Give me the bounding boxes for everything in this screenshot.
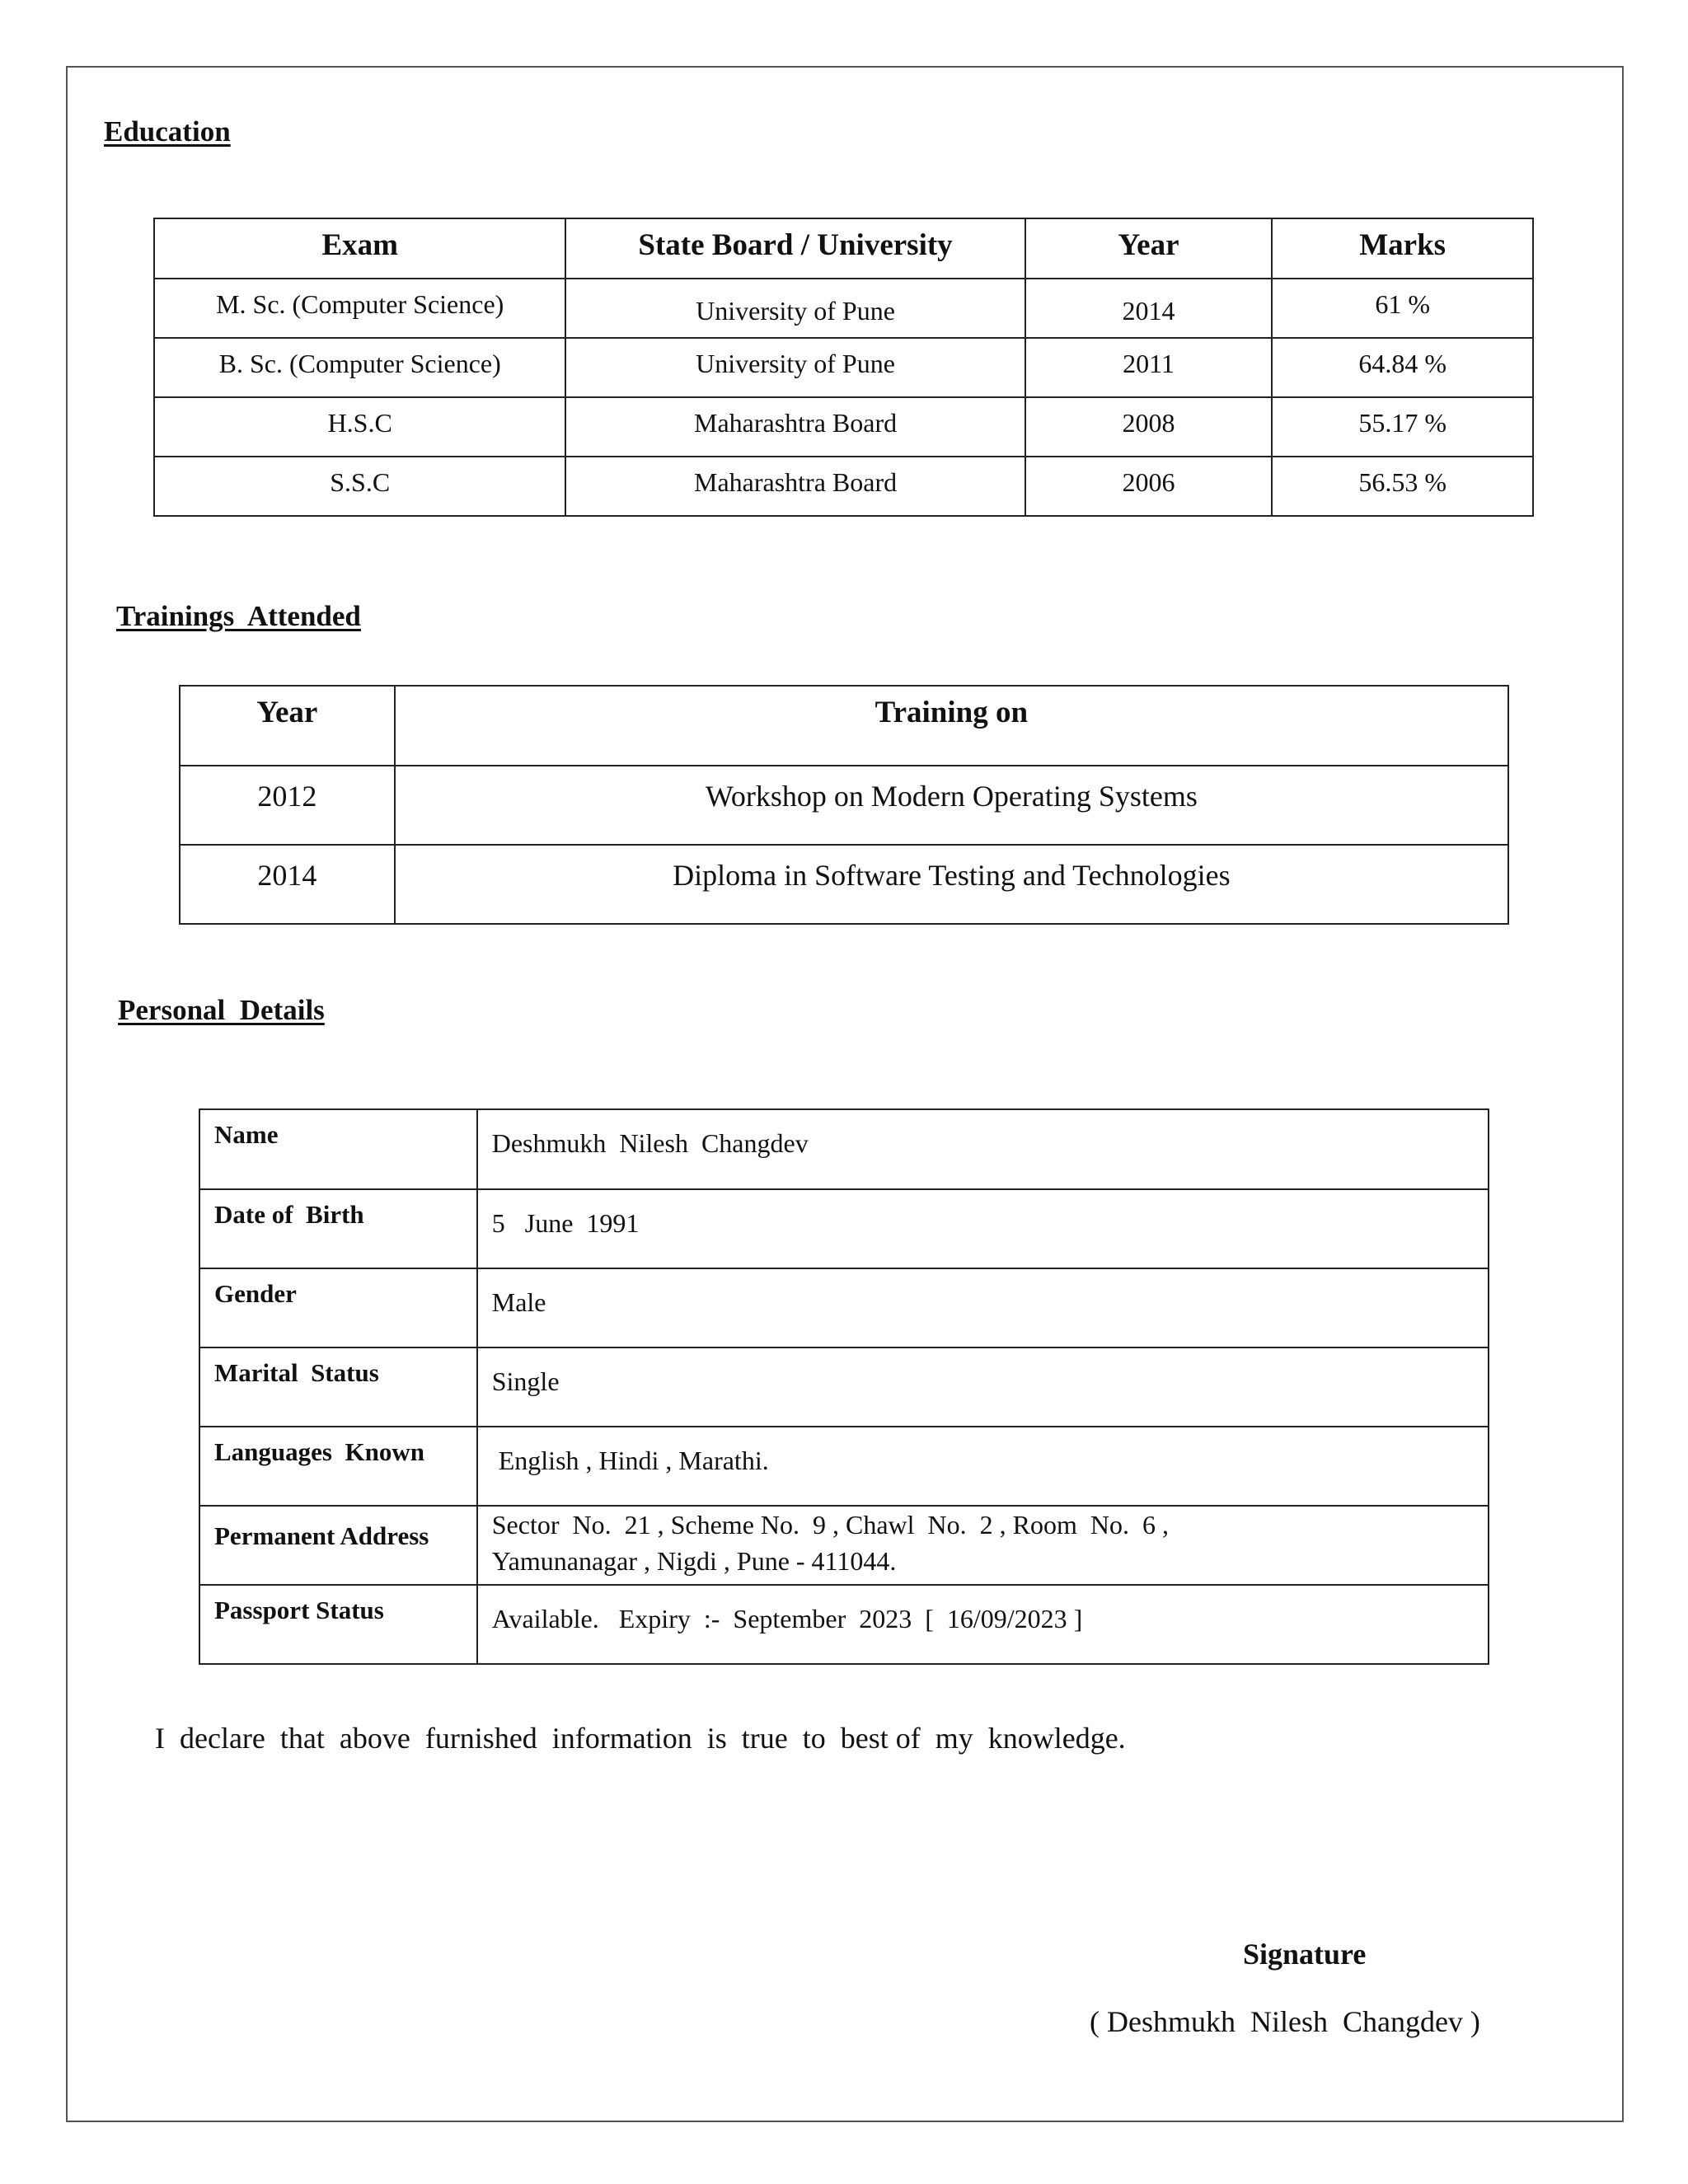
exam-cell: B. Sc. (Computer Science)	[154, 338, 565, 397]
passport-value: Available. Expiry :- September 2023 [ 16/09/2023 ]	[477, 1585, 1489, 1664]
trainings-heading: Trainings Attended	[116, 600, 361, 632]
marital-status-value: Single	[477, 1347, 1489, 1427]
marks-cell: 64.84 %	[1272, 338, 1533, 397]
table-row	[154, 397, 1533, 457]
trainings-header-row	[180, 686, 1508, 766]
address-line-2: Yamunanagar , Nigdi , Pune - 411044.	[491, 1546, 897, 1576]
table-row	[199, 1427, 1489, 1506]
table-row	[180, 766, 1508, 845]
training-name-cell: Workshop on Modern Operating Systems	[395, 766, 1508, 845]
table-row	[199, 1347, 1489, 1427]
education-table	[153, 218, 1534, 517]
marks-cell: 55.17 %	[1272, 397, 1533, 457]
table-row	[199, 1268, 1489, 1347]
address-value	[477, 1506, 1489, 1585]
marks-cell: 61 %	[1272, 279, 1533, 338]
col-header-training: Training on	[395, 686, 1508, 766]
year-cell: 2014	[1025, 279, 1273, 338]
name-value: Deshmukh Nilesh Changdev	[477, 1109, 1489, 1189]
name-label: Name	[199, 1109, 477, 1189]
marks-cell: 56.53 %	[1272, 457, 1533, 516]
gender-value: Male	[477, 1268, 1489, 1347]
gender-label: Gender	[199, 1268, 477, 1347]
passport-label: Passport Status	[199, 1585, 477, 1664]
trainings-table	[179, 685, 1509, 925]
col-header-board: State Board / University	[565, 218, 1025, 279]
board-cell: University of Pune	[565, 338, 1025, 397]
col-header-exam: Exam	[154, 218, 565, 279]
col-header-year: Year	[1025, 218, 1273, 279]
table-row	[199, 1585, 1489, 1664]
exam-cell: H.S.C	[154, 397, 565, 457]
board-cell: Maharashtra Board	[565, 397, 1025, 457]
personal-heading: Personal Details	[118, 994, 325, 1026]
year-cell: 2006	[1025, 457, 1273, 516]
training-year-cell: 2012	[180, 766, 395, 845]
table-row	[199, 1189, 1489, 1268]
year-cell: 2008	[1025, 397, 1273, 457]
languages-value: English , Hindi , Marathi.	[477, 1427, 1489, 1506]
board-cell: University of Pune	[565, 279, 1025, 338]
table-row	[154, 279, 1533, 338]
declaration-text: I declare that above furnished information is true to best of my knowledge.	[155, 1722, 1126, 1755]
dob-value: 5 June 1991	[477, 1189, 1489, 1268]
training-name-cell: Diploma in Software Testing and Technologies	[395, 845, 1508, 924]
languages-label: Languages Known	[199, 1427, 477, 1506]
table-row	[199, 1506, 1489, 1585]
education-header-row	[154, 218, 1533, 279]
board-cell: Maharashtra Board	[565, 457, 1025, 516]
col-header-marks: Marks	[1272, 218, 1533, 279]
address-label: Permanent Address	[199, 1506, 477, 1585]
table-row	[180, 845, 1508, 924]
signature-name: ( Deshmukh Nilesh Changdev )	[1090, 2005, 1480, 2038]
exam-cell: S.S.C	[154, 457, 565, 516]
education-heading: Education	[104, 115, 231, 148]
table-row	[154, 457, 1533, 516]
personal-table	[199, 1108, 1489, 1665]
marital-status-label: Marital Status	[199, 1347, 477, 1427]
table-row	[154, 338, 1533, 397]
year-cell: 2011	[1025, 338, 1273, 397]
col-header-year: Year	[180, 686, 395, 766]
training-year-cell: 2014	[180, 845, 395, 924]
exam-cell: M. Sc. (Computer Science)	[154, 279, 565, 338]
table-row	[199, 1109, 1489, 1189]
signature-label: Signature	[1243, 1938, 1367, 1971]
dob-label: Date of Birth	[199, 1189, 477, 1268]
address-line-1: Sector No. 21 , Scheme No. 9 , Chawl No. 2 , Room No. 6 ,	[491, 1510, 1169, 1540]
